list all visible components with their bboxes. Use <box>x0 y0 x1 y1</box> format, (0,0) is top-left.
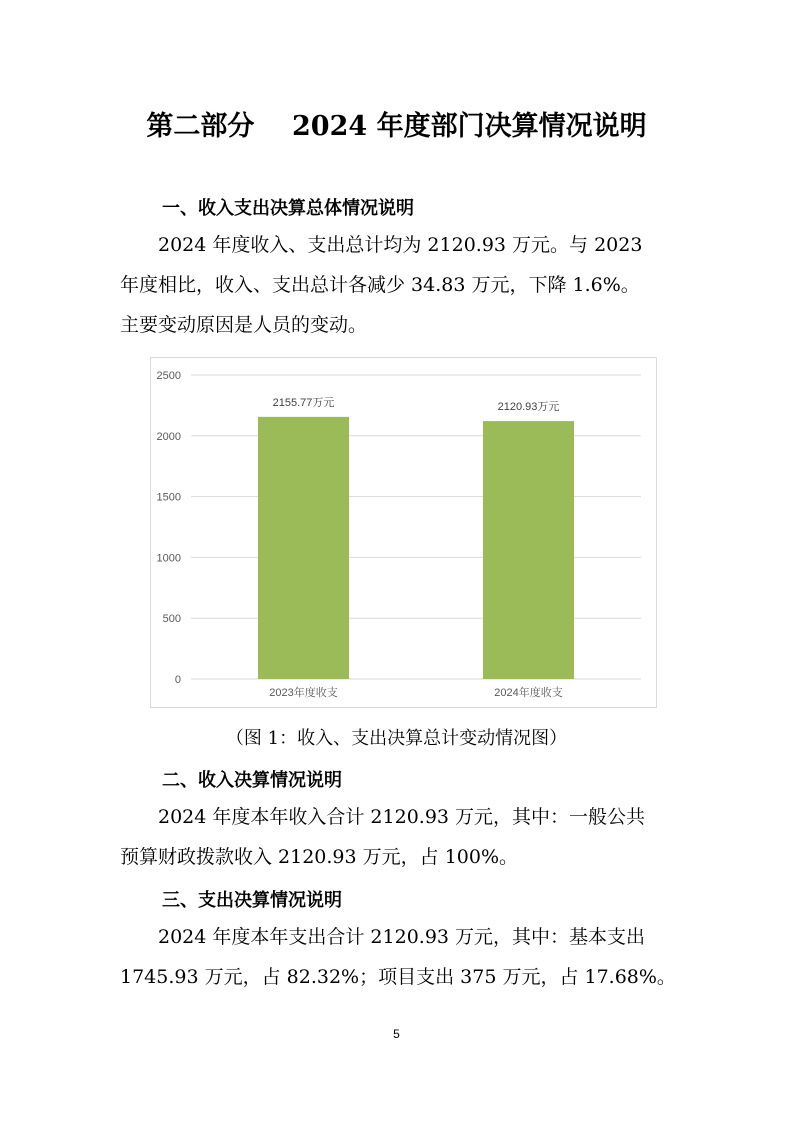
paragraph-line: 主要变动原因是人员的变动。 <box>120 314 368 336</box>
page-title: 第二部分 2024 年度部门决算情况说明 <box>146 111 647 142</box>
y-tick-label: 2000 <box>156 430 181 443</box>
y-tick-label: 500 <box>162 613 181 626</box>
x-tick-label: 2023年度收支 <box>269 687 338 699</box>
chart-canvas <box>151 358 658 709</box>
y-tick-label: 1000 <box>156 552 181 565</box>
paragraph-line: 2024 年度本年收入合计 2120.93 万元，其中：一般公共 <box>158 806 646 828</box>
y-tick-label: 1500 <box>156 491 181 504</box>
page-number: 5 <box>393 1027 400 1041</box>
bar <box>483 421 574 679</box>
y-tick-label: 0 <box>174 674 181 686</box>
section-heading-overview: 一、收入支出决算总体情况说明 <box>162 198 414 219</box>
data-label: 2120.93万元 <box>497 401 560 414</box>
x-tick-label: 2024年度收支 <box>494 687 563 699</box>
figure-caption: （图 1：收入、支出决算总计变动情况图） <box>225 728 568 749</box>
paragraph-line: 2024 年度收入、支出总计均为 2120.93 万元。与 2023 <box>158 234 643 256</box>
data-label: 2155.77万元 <box>272 396 335 409</box>
section-heading-income: 二、收入决算情况说明 <box>162 770 342 791</box>
section-heading-expenditure: 三、支出决算情况说明 <box>162 890 342 911</box>
bar <box>258 417 349 679</box>
y-tick-label: 2500 <box>156 370 181 382</box>
bar-chart <box>150 357 657 708</box>
paragraph-line: 1745.93 万元，占 82.32%；项目支出 375 万元，占 17.68%。 <box>120 966 676 988</box>
paragraph-line: 年度相比，收入、支出总计各减少 34.83 万元，下降 1.6%。 <box>120 274 640 296</box>
paragraph-line: 预算财政拨款收入 2120.93 万元，占 100%。 <box>120 846 519 868</box>
paragraph-line: 2024 年度本年支出合计 2120.93 万元，其中：基本支出 <box>158 926 646 948</box>
